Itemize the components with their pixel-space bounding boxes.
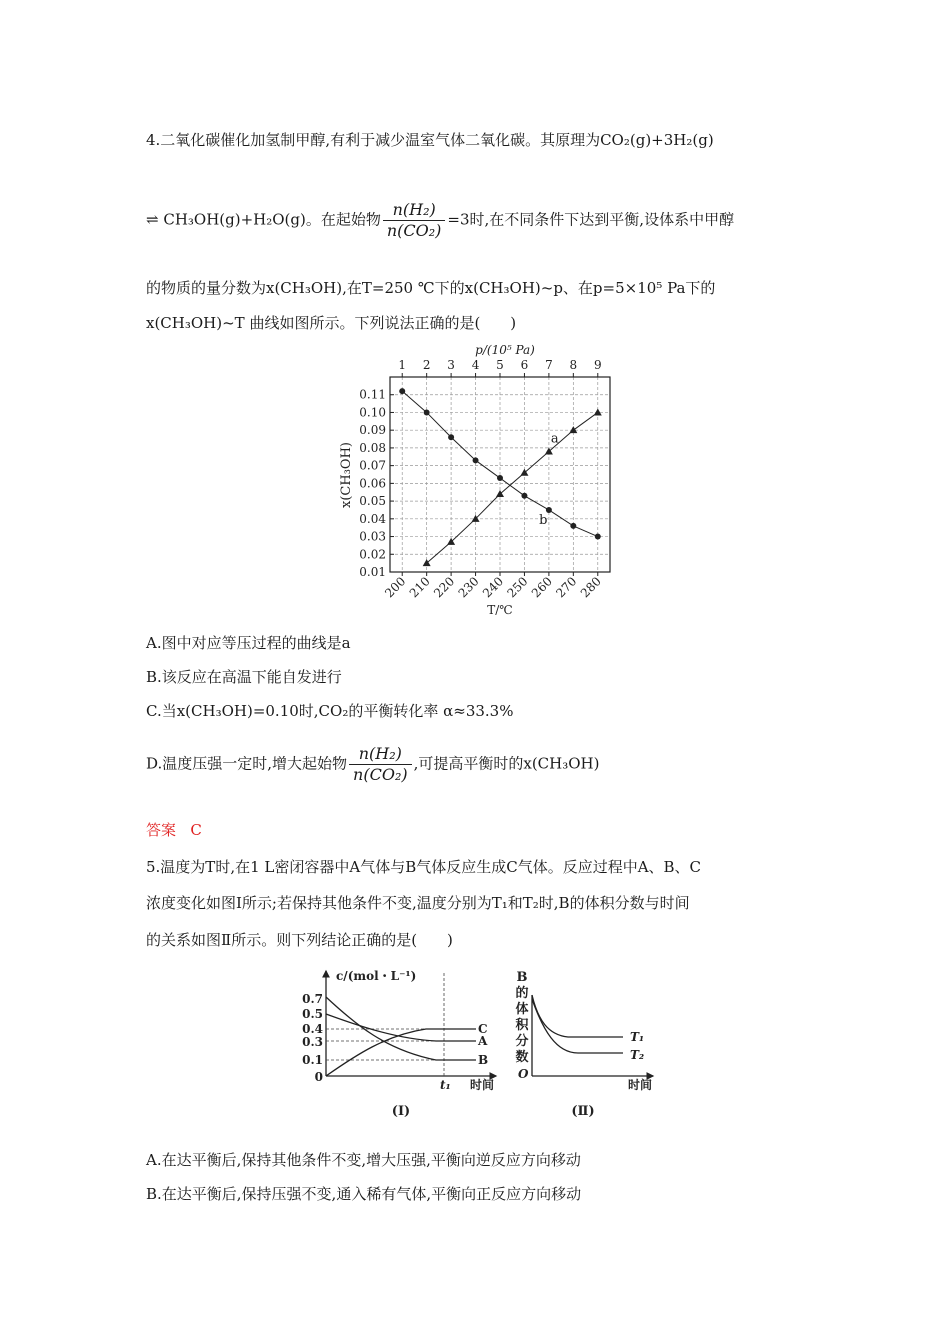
chart1-y-tick-label: 0.10 [359,405,386,420]
chart1-y-tick-label: 0.02 [359,547,386,562]
q4-line2-post: =3时,在不同条件下达到平衡,设体系中甲醇 [447,210,735,229]
series-b-point [521,493,527,499]
svg-text:数: 数 [515,1050,529,1065]
series-b-point [399,388,405,394]
chart1-top-tick-label: 2 [422,358,431,372]
chart1-y-axis-label: x(CH₃OH) [339,442,354,508]
q4-option-b: B.该反应在高温下能自发进行 [146,668,342,686]
tick-0.5: 0.5 [302,1007,323,1021]
series-b-label: b [539,513,548,529]
curve-a [326,1014,476,1041]
label-c: C [478,1022,488,1036]
option-d-numerator: n(H₂) [349,744,412,765]
series-a-label: a [550,431,559,447]
chart-x-ch3oh [330,342,630,627]
chart1-y-tick-label: 0.07 [359,458,386,473]
q4-option-d-pre: D.温度压强一定时,增大起始物 [146,754,348,773]
chart1-x-tick-label: 260 [528,574,556,601]
chart1-y-tick-label: 0.09 [359,423,386,438]
chart3-title: (Ⅱ) [571,1104,595,1119]
series-b-point [473,457,479,463]
tick-0.7: 0.7 [302,992,323,1006]
chart1-top-tick-label: 4 [471,358,480,372]
series-b-point [595,534,601,540]
chart-b-fraction-time [508,965,668,1125]
chart1-top-tick-label: 7 [545,358,553,372]
chart1-x-tick-label: 210 [406,574,433,601]
tick-0.3: 0.3 [302,1035,323,1049]
q4-answer [146,820,202,840]
chart1-y-tick-label: 0.11 [359,387,386,402]
q4-option-c: C.当x(CH₃OH)=0.10时,CO₂的平衡转化率 α≈33.3% [146,702,514,720]
chart1-y-tick-label: 0.04 [359,511,386,526]
svg-text:体: 体 [515,1002,529,1017]
chart1-top-tick-label: 5 [496,358,504,372]
series-a-point [594,408,602,415]
q4-option-d [146,744,599,785]
chart2-title: (Ⅰ) [391,1104,411,1119]
q5-line3: 的关系如图Ⅱ所示。则下列结论正确的是( ) [146,931,453,949]
svg-text:的: 的 [515,986,529,1001]
chart1-x-tick-label: 200 [382,574,409,601]
svg-text:B: B [516,970,528,985]
chart1-top-axis-label: p/(10⁵ Pa) [475,343,535,357]
q4-line2-pre: ⇌ CH₃OH(g)+H₂O(g)。在起始物 [146,210,381,229]
chart1-top-tick-label: 3 [447,358,455,372]
chart1-x-tick-label: 280 [577,574,604,601]
q5-line1: 5.温度为T时,在1 L密闭容器中A气体与B气体反应生成C气体。反应过程中A、B、C [146,858,702,876]
series-a-point [569,426,577,433]
chart1-top-tick-label: 9 [593,358,602,372]
q5-line2: 浓度变化如图Ⅰ所示;若保持其他条件不变,温度分别为T₁和T₂时,B的体积分数与时间 [146,894,690,912]
chart1-x-axis-label: T/℃ [487,603,513,617]
series-b-point [424,409,430,415]
chart3-x-label: 时间 [628,1078,653,1092]
chart1-top-tick-label: 1 [398,358,407,372]
q4-option-a: A.图中对应等压过程的曲线是a [146,634,351,652]
chart2-y-label: c/(mol・L⁻¹) [336,969,417,983]
chart1-y-tick-label: 0.08 [359,440,386,455]
chart1-x-tick-label: 240 [480,574,507,601]
tick-0.1: 0.1 [302,1053,323,1067]
chart1-x-tick-label: 230 [455,574,482,601]
fraction-denominator: n(CO₂) [386,221,442,240]
chart1-x-tick-label: 220 [431,574,458,601]
q5-option-a: A.在达平衡后,保持其他条件不变,增大压强,平衡向逆反应方向移动 [146,1151,581,1169]
q4-line1: 4.二氧化碳催化加氢制甲醇,有利于减少温室气体二氧化碳。其原理为CO₂(g)+3H₂(g) [146,131,714,149]
chart3-y-label [515,970,529,1065]
svg-text:分: 分 [515,1034,529,1049]
option-d-denominator: n(CO₂) [353,765,408,784]
tick-0.4: 0.4 [302,1022,323,1036]
series-b-point [570,523,576,529]
chart1-top-tick-label: 6 [520,358,529,372]
chart1-y-tick-label: 0.05 [359,494,386,509]
option-d-fraction [349,744,412,785]
chart2-x-label: 时间 [470,1078,495,1092]
chart1-y-tick-label: 0.01 [359,565,386,579]
series-b-point [448,434,454,440]
label-T2: T₂ [630,1048,645,1062]
tick-0: 0 [314,1070,323,1084]
ratio-fraction [383,200,446,241]
series-b-point [497,475,503,481]
answer-label: 答案 [146,821,177,839]
q4-line4: x(CH₃OH)~T 曲线如图所示。下列说法正确的是( ) [146,314,517,332]
label-T1: T₁ [630,1030,645,1044]
chart3-origin: O [518,1067,529,1081]
chart1-top-tick-label: 8 [569,358,578,372]
chart1-y-tick-label: 0.03 [359,529,386,544]
q5-option-b: B.在达平衡后,保持压强不变,通入稀有气体,平衡向正反应方向移动 [146,1185,582,1203]
q4-option-d-post: ,可提高平衡时的x(CH₃OH) [413,754,600,773]
label-t1: t₁ [440,1078,451,1092]
q4-line2 [146,200,734,241]
series-b-point [546,507,552,513]
svg-text:积: 积 [515,1018,529,1033]
label-a: A [478,1034,488,1048]
chart1-x-tick-label: 250 [504,574,531,601]
label-b: B [478,1053,489,1067]
q4-line3: 的物质的量分数为x(CH₃OH),在T=250 ℃下的x(CH₃OH)~p、在p=5×10⁵ Pa下的 [146,279,716,297]
answer-value: C [190,821,202,839]
chart1-y-tick-label: 0.06 [359,476,386,491]
chart1-x-tick-label: 270 [553,574,580,601]
chart-concentration-time [296,965,506,1125]
fraction-numerator: n(H₂) [383,200,446,221]
